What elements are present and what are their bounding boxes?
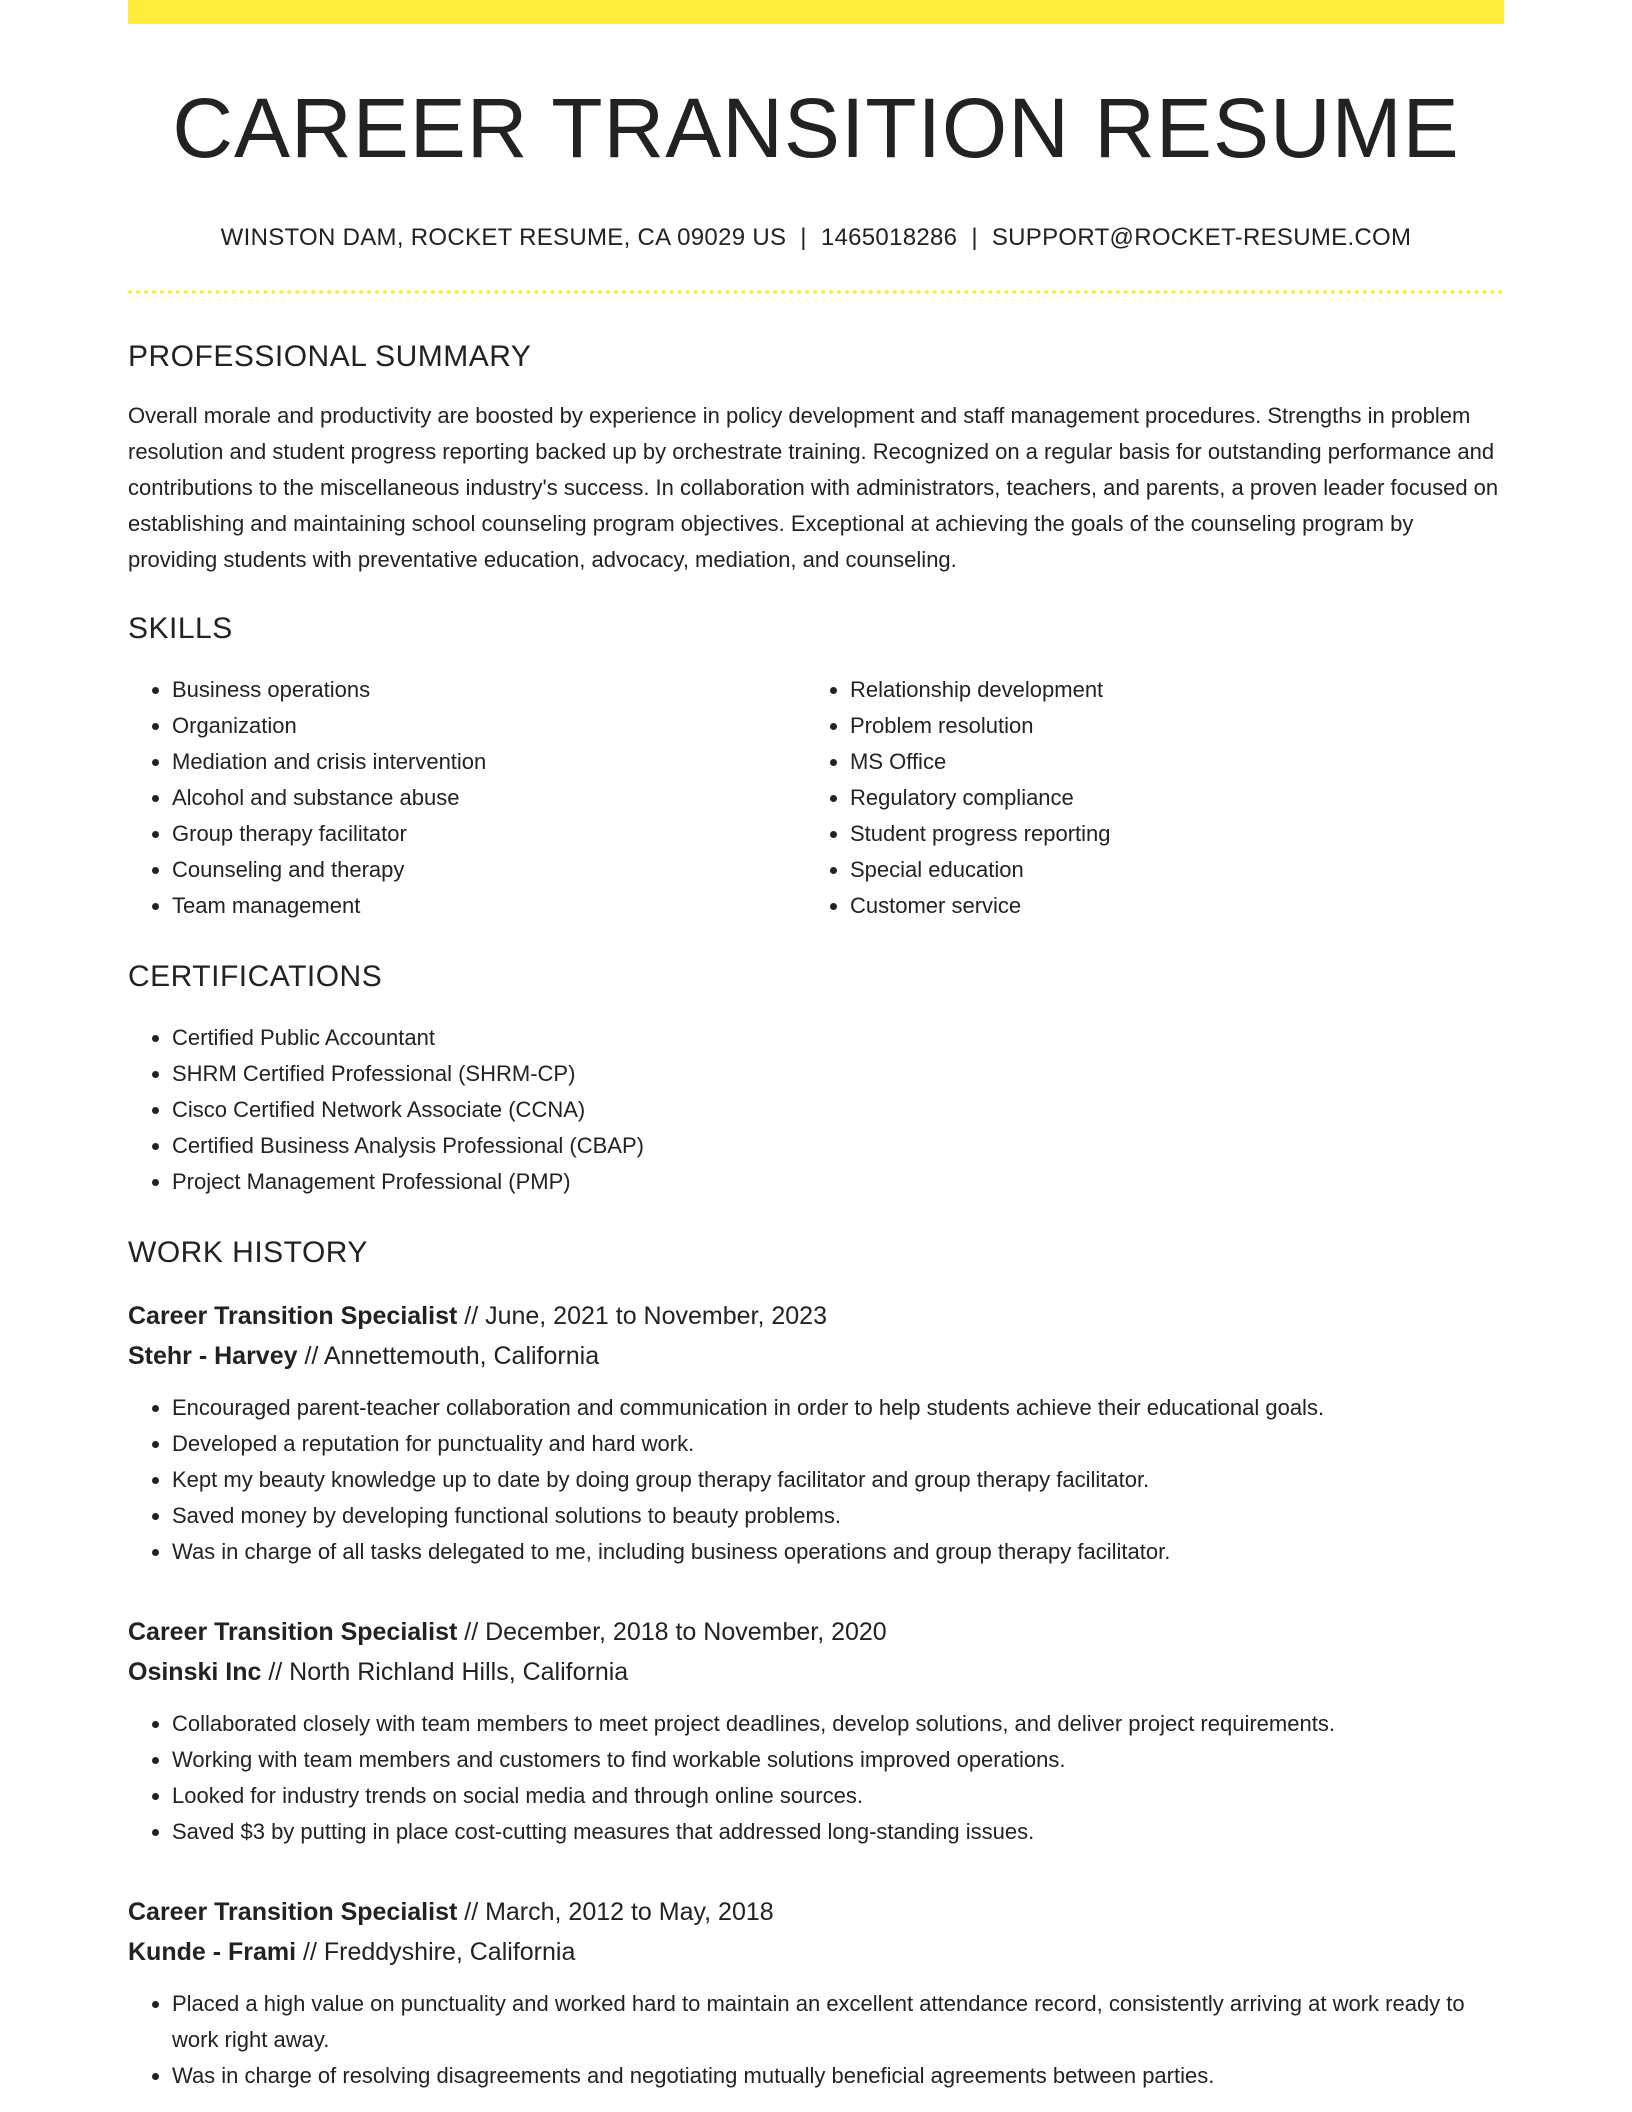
certification-item: • Cisco Certified Network Associate (CCNA) (172, 1092, 1504, 1128)
job-bullet: • Saved $3 by putting in place cost-cutting measures that addressed long-standing issues. (172, 1814, 1504, 1850)
skill-item: • Organization (172, 708, 806, 744)
contact-separator: | (800, 224, 807, 252)
job-location: // Annettemouth, California (297, 1342, 600, 1371)
skill-item: • MS Office (850, 744, 1484, 780)
job-title-line (128, 1612, 1504, 1652)
job-bullets (128, 1706, 1504, 1850)
job-bullet: • Was in charge of resolving disagreements and negotiating mutually beneficial agreements between parties. (172, 2058, 1504, 2094)
job-dates: // March, 2012 to May, 2018 (457, 1898, 774, 1927)
resume-title: CAREER TRANSITION RESUME (172, 81, 1460, 175)
resume-page (128, 0, 1504, 2094)
contact-address: WINSTON DAM, ROCKET RESUME, CA 09029 US (220, 224, 787, 252)
certification-item: • SHRM Certified Professional (SHRM-CP) (172, 1056, 1504, 1092)
contact-phone: 1465018286 (820, 224, 958, 252)
job-title-line (128, 1296, 1504, 1336)
job-bullet: • Kept my beauty knowledge up to date by doing group therapy facilitator and group therapy facilitator. (172, 1462, 1504, 1498)
skill-item: • Mediation and crisis intervention (172, 744, 806, 780)
certification-item: • Certified Public Accountant (172, 1020, 1504, 1056)
skills-column-right (806, 672, 1484, 924)
job-bullet: • Collaborated closely with team members to meet project deadlines, develop solutions, and deliver project requirements. (172, 1706, 1504, 1742)
skill-item: • Problem resolution (850, 708, 1484, 744)
summary-heading: PROFESSIONAL SUMMARY (128, 340, 532, 374)
certification-item: • Certified Business Analysis Professional (CBAP) (172, 1128, 1504, 1164)
skills-list (128, 672, 1504, 924)
job-bullet: • Placed a high value on punctuality and worked hard to maintain an excellent attendance record, consistently arriving at work ready to work right away. (172, 1986, 1504, 2058)
job-title: Career Transition Specialist (128, 1618, 458, 1647)
skill-item: • Alcohol and substance abuse (172, 780, 806, 816)
job-bullet: • Was in charge of all tasks delegated to me, including business operations and group therapy facilitator. (172, 1534, 1504, 1570)
skill-item: • Customer service (850, 888, 1484, 924)
top-accent-bar (128, 0, 1504, 24)
job-company: Osinski Inc (128, 1658, 262, 1687)
job-company-line (128, 1652, 1504, 1692)
skill-item: • Special education (850, 852, 1484, 888)
certifications-heading: CERTIFICATIONS (128, 960, 383, 994)
job-bullet: • Working with team members and customers to find workable solutions improved operations. (172, 1742, 1504, 1778)
job-entry (128, 1612, 1504, 1850)
job-company: Kunde - Frami (128, 1938, 297, 1967)
skills-heading: SKILLS (128, 612, 233, 646)
job-location: // Freddyshire, California (296, 1938, 576, 1967)
job-bullet: • Looked for industry trends on social media and through online sources. (172, 1778, 1504, 1814)
summary-text: Overall morale and productivity are boosted by experience in policy development and staff management procedures. Strengths in problem resolution and student progress reporting backed up by orchestrate training. Recognized on a regular basis for outstanding performance and contributions to the miscellaneous industry's success. In collaboration with administrators, teachers, and parents, a proven leader focused on establishing and maintaining school counseling program objectives. Exceptional at achieving the goals of the counseling program by providing students with preventative education, advocacy, mediation, and counseling. (128, 403, 1499, 573)
skill-item: • Student progress reporting (850, 816, 1484, 852)
skill-item: • Counseling and therapy (172, 852, 806, 888)
skill-item: • Relationship development (850, 672, 1484, 708)
skill-item: • Regulatory compliance (850, 780, 1484, 816)
job-entry (128, 1296, 1504, 1570)
job-company-line (128, 1932, 1504, 1972)
dotted-divider (128, 290, 1504, 294)
job-title-line (128, 1892, 1504, 1932)
job-bullet: • Encouraged parent-teacher collaboration and communication in order to help students achieve their educational goals. (172, 1390, 1504, 1426)
job-bullet: • Developed a reputation for punctuality and hard work. (172, 1426, 1504, 1462)
contact-email: SUPPORT@ROCKET-RESUME.COM (991, 224, 1412, 252)
work-history-heading: WORK HISTORY (128, 1236, 368, 1270)
job-bullet: • Saved money by developing functional solutions to beauty problems. (172, 1498, 1504, 1534)
certifications-list (128, 1020, 1504, 1200)
job-location: // North Richland Hills, California (261, 1658, 629, 1687)
skill-item: • Team management (172, 888, 806, 924)
job-dates: // June, 2021 to November, 2023 (457, 1302, 827, 1331)
job-bullets (128, 1986, 1504, 2094)
job-company: Stehr - Harvey (128, 1342, 298, 1371)
job-title: Career Transition Specialist (128, 1898, 458, 1927)
job-dates: // December, 2018 to November, 2020 (457, 1618, 887, 1647)
skills-column-left (128, 672, 806, 924)
contact-separator: | (971, 224, 978, 252)
skill-item: • Group therapy facilitator (172, 816, 806, 852)
job-bullets (128, 1390, 1504, 1570)
skill-item: • Business operations (172, 672, 806, 708)
job-company-line (128, 1336, 1504, 1376)
job-entry (128, 1892, 1504, 2094)
certification-item: • Project Management Professional (PMP) (172, 1164, 1504, 1200)
contact-line (128, 224, 1504, 252)
job-title: Career Transition Specialist (128, 1302, 458, 1331)
